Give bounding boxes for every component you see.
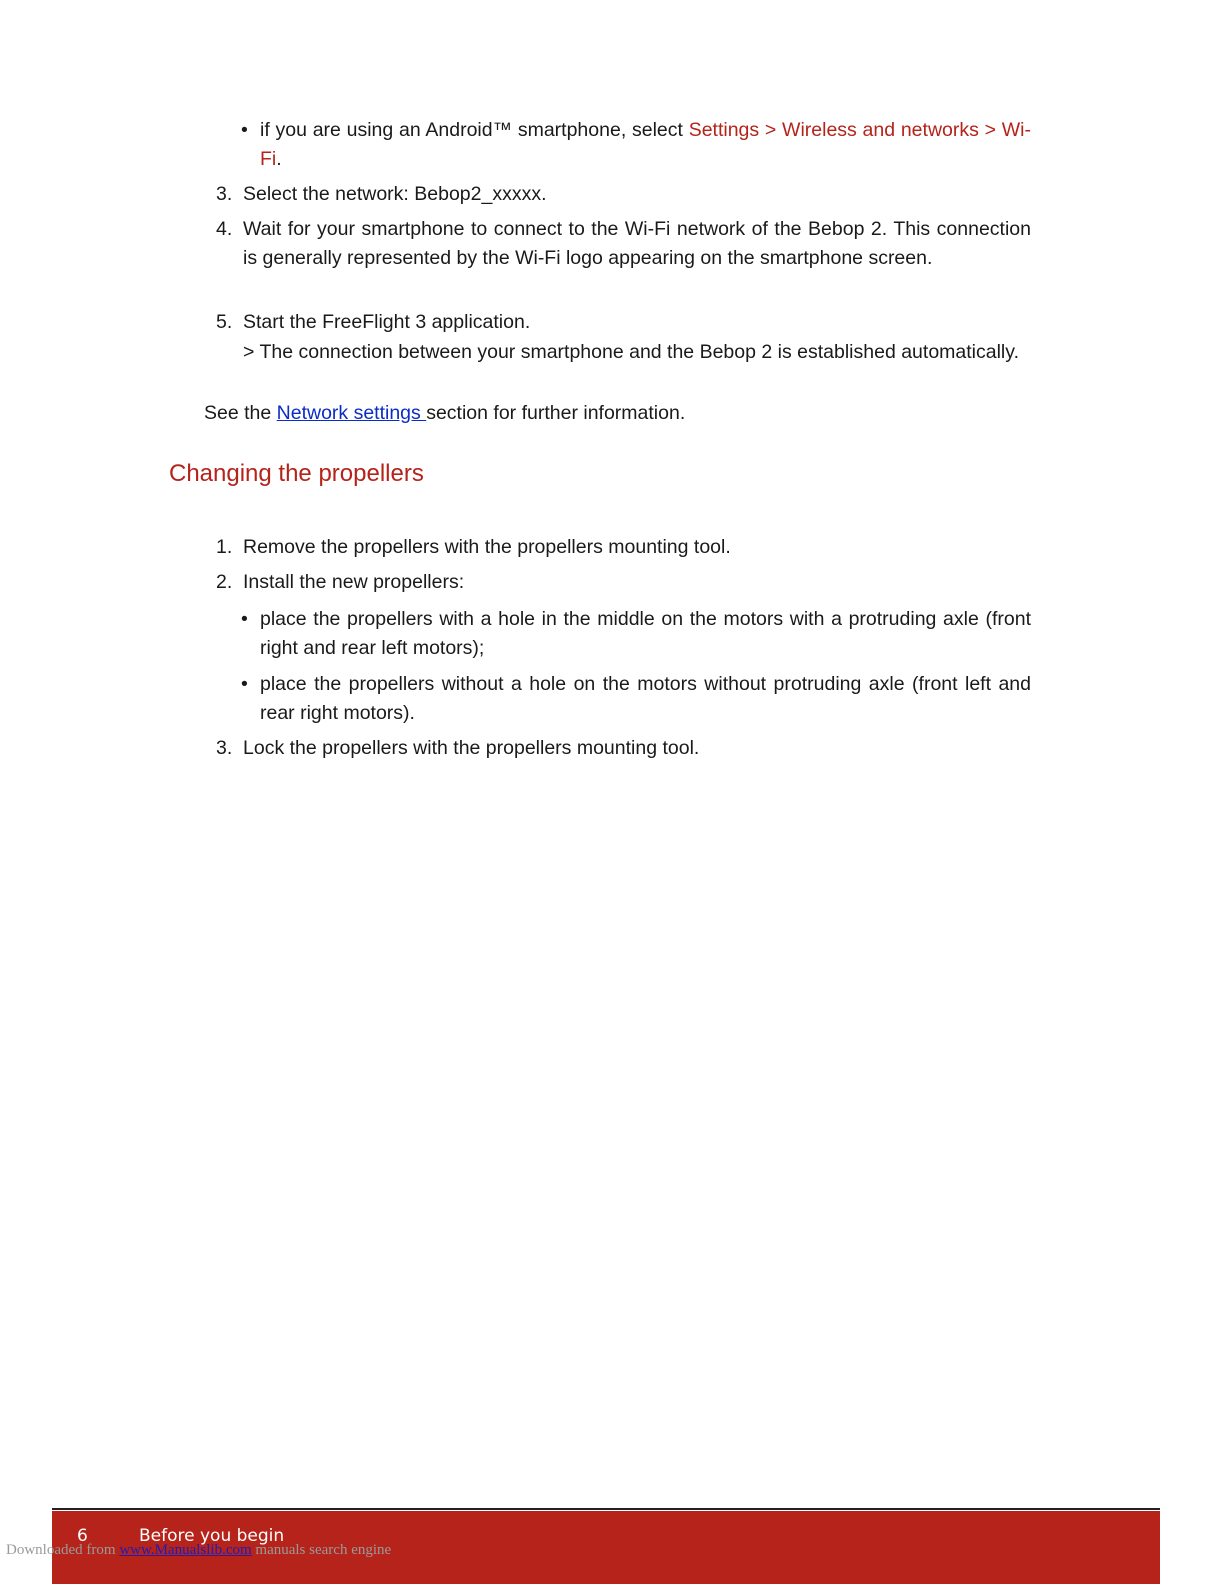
step-number: 3. — [216, 737, 233, 759]
android-bullet-item — [241, 116, 1031, 174]
step-number: 1. — [216, 536, 233, 558]
watermark-prefix: Downloaded from — [6, 1542, 120, 1558]
android-suffix: . — [276, 148, 282, 170]
bullet-dot: • — [241, 119, 248, 141]
see-also-suffix: section for further information. — [426, 402, 686, 424]
step-number: 4. — [216, 218, 233, 240]
see-also-paragraph — [204, 399, 685, 428]
step-text: Select the network: Bebop2_xxxxx. — [243, 183, 547, 205]
bullet-text: place the propellers with a hole in the middle on the motors with a protruding axle (front right and rear left motors); — [260, 608, 1031, 659]
bullet-dot: • — [241, 673, 248, 695]
step-text: Wait for your smartphone to connect to the Wi-Fi network of the Bebop 2. This connection is generally represented by the Wi-Fi logo appearing on the smartphone screen. — [243, 218, 1031, 269]
footer-divider — [52, 1508, 1160, 1510]
propeller-bullet-with-hole — [241, 605, 1031, 663]
android-bullet-text — [260, 116, 1031, 174]
network-settings-link[interactable]: Network settings — [276, 402, 427, 424]
bullet-text: place the propellers without a hole on the motors without protruding axle (front left and rear right motors). — [260, 673, 1031, 724]
manualslib-link[interactable]: www.Manualslib.com — [119, 1542, 252, 1558]
step-start-app — [216, 308, 1031, 337]
step-lock-propellers — [216, 734, 1031, 763]
footer-section-title: Before you begin — [139, 1526, 285, 1546]
settings-path: Settings > Wireless and networks > Wi-Fi — [260, 119, 1031, 170]
step-text: Install the new propellers: — [243, 571, 465, 593]
step-number: 3. — [216, 183, 233, 205]
step-number: 5. — [216, 311, 233, 333]
download-watermark — [6, 1542, 391, 1559]
watermark-suffix: manuals search engine — [251, 1542, 392, 1558]
step-wait-connect — [216, 215, 1031, 273]
android-prefix: if you are using an Android™ smartphone, select — [260, 119, 689, 141]
step-text: Lock the propellers with the propellers mounting tool. — [243, 737, 700, 759]
step-remove-propellers — [216, 533, 1031, 562]
step-text: Remove the propellers with the propellers mounting tool. — [243, 536, 731, 558]
bullet-dot: • — [241, 608, 248, 630]
page-number: 6 — [77, 1526, 88, 1546]
propeller-bullet-without-hole — [241, 670, 1031, 728]
step-install-propellers — [216, 568, 1031, 597]
see-also-prefix: See the — [204, 402, 277, 424]
section-heading: Changing the propellers — [169, 460, 424, 487]
step-select-network — [216, 180, 1031, 209]
connection-result: > The connection between your smartphone and the Bebop 2 is established automatically. — [243, 341, 1019, 363]
step-number: 2. — [216, 571, 233, 593]
step-text: Start the FreeFlight 3 application. — [243, 311, 531, 333]
